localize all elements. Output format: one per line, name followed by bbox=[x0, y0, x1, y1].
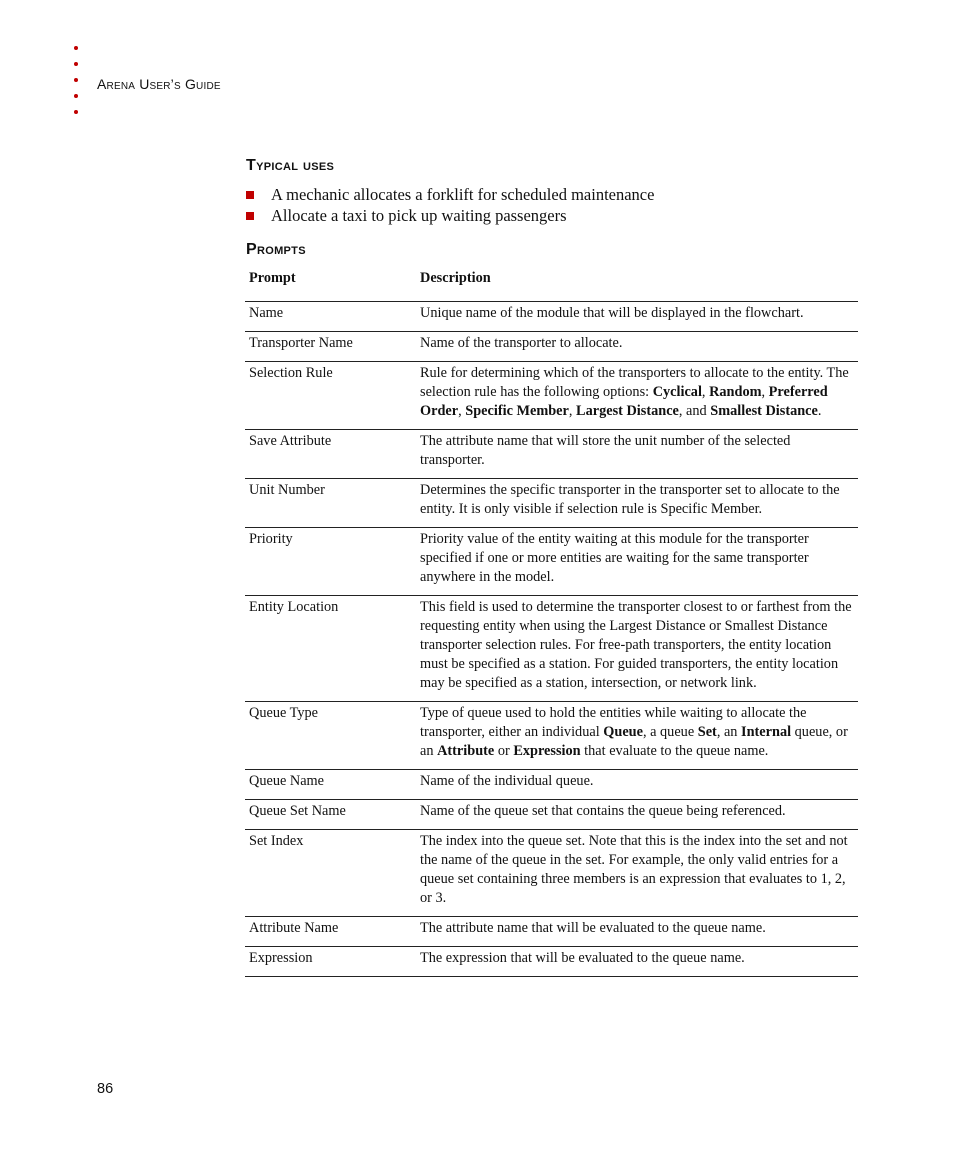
prompt-cell: Queue Type bbox=[245, 702, 416, 770]
option-name: Set bbox=[697, 724, 717, 740]
list-item bbox=[246, 205, 654, 226]
prompt-cell: Save Attribute bbox=[245, 430, 416, 479]
description-cell bbox=[416, 830, 858, 917]
option-name: Expression bbox=[513, 743, 581, 759]
table-row bbox=[245, 332, 858, 362]
description-text: that evaluate to the queue name. bbox=[580, 743, 769, 759]
description-cell bbox=[416, 596, 858, 702]
description-cell bbox=[416, 917, 858, 947]
option-name: Preferred Order bbox=[420, 384, 828, 419]
table-row bbox=[245, 702, 858, 770]
table-row bbox=[245, 917, 858, 947]
description-text: Rule for determining which of the transporters to allocate to the entity. The selection rule has the following options: bbox=[420, 365, 849, 400]
option-name: Attribute bbox=[437, 743, 495, 759]
option-name: Random bbox=[709, 384, 762, 400]
description-cell bbox=[416, 528, 858, 596]
square-bullet-icon bbox=[246, 212, 254, 220]
prompts-table bbox=[245, 266, 858, 977]
option-name: Largest Distance bbox=[576, 403, 679, 419]
description-text: , an bbox=[716, 724, 742, 740]
description-text: Name of the queue set that contains the queue being referenced. bbox=[420, 803, 786, 819]
description-text: , a queue bbox=[642, 724, 698, 740]
description-text: Type of queue used to hold the entities while waiting to allocate the transporter, either an individual bbox=[420, 705, 807, 740]
table-row bbox=[245, 479, 858, 528]
description-text: Priority value of the entity waiting at this module for the transporter specified if one or more entities are waiting for the same transporter anywhere in the model. bbox=[420, 531, 809, 585]
description-text: , bbox=[458, 403, 466, 419]
prompt-cell: Attribute Name bbox=[245, 917, 416, 947]
description-text: The attribute name that will be evaluated to the queue name. bbox=[420, 920, 766, 936]
description-text: or bbox=[494, 743, 514, 759]
description-cell bbox=[416, 479, 858, 528]
description-text: The attribute name that will store the unit number of the selected transporter. bbox=[420, 433, 791, 468]
table-row bbox=[245, 947, 858, 977]
running-head: Arena User’s Guide bbox=[97, 76, 221, 92]
prompt-cell: Name bbox=[245, 302, 416, 332]
description-cell bbox=[416, 947, 858, 977]
table-row bbox=[245, 800, 858, 830]
description-text: . bbox=[817, 403, 822, 419]
description-text: The expression that will be evaluated to the queue name. bbox=[420, 950, 745, 966]
description-cell bbox=[416, 332, 858, 362]
option-name: Specific Member bbox=[465, 403, 569, 419]
margin-dot bbox=[74, 78, 78, 82]
option-name: Cyclical bbox=[652, 384, 702, 400]
table-row bbox=[245, 362, 858, 430]
table-row bbox=[245, 430, 858, 479]
description-text: , bbox=[761, 384, 769, 400]
description-text: , and bbox=[678, 403, 711, 419]
column-header-prompt: Prompt bbox=[245, 266, 416, 302]
option-name: Smallest Distance bbox=[710, 403, 818, 419]
list-item-text: Allocate a taxi to pick up waiting passengers bbox=[271, 206, 567, 225]
table-row bbox=[245, 596, 858, 702]
typical-uses-list bbox=[246, 184, 654, 226]
description-text: Name of the individual queue. bbox=[420, 773, 594, 789]
description-text: , bbox=[568, 403, 577, 419]
list-item bbox=[246, 184, 654, 205]
margin-dot bbox=[74, 110, 78, 114]
description-text: Determines the specific transporter in the transporter set to allocate to the entity. It is only visible if selection rule is Specific Member. bbox=[420, 482, 840, 517]
column-header-description: Description bbox=[416, 266, 858, 302]
prompt-cell: Transporter Name bbox=[245, 332, 416, 362]
prompt-cell: Priority bbox=[245, 528, 416, 596]
square-bullet-icon bbox=[246, 191, 254, 199]
margin-dot bbox=[74, 62, 78, 66]
option-name: Internal bbox=[741, 724, 792, 740]
description-cell bbox=[416, 800, 858, 830]
prompt-cell: Queue Set Name bbox=[245, 800, 416, 830]
table-row bbox=[245, 528, 858, 596]
typical-uses-heading: Typical uses bbox=[246, 157, 335, 174]
page-number: 86 bbox=[97, 1081, 114, 1097]
list-item-text: A mechanic allocates a forklift for scheduled maintenance bbox=[271, 185, 655, 204]
prompt-cell: Set Index bbox=[245, 830, 416, 917]
description-text: , bbox=[701, 384, 710, 400]
description-cell bbox=[416, 702, 858, 770]
prompt-cell: Expression bbox=[245, 947, 416, 977]
description-text: queue, or an bbox=[420, 724, 848, 759]
description-cell bbox=[416, 302, 858, 332]
prompt-cell: Unit Number bbox=[245, 479, 416, 528]
table-row bbox=[245, 830, 858, 917]
description-text: This field is used to determine the transporter closest to or farthest from the requesting entity when using the Largest Distance or Smallest Distance transporter selection rules. For free-path transporters, the entity location must be specified as a station. For guided transporters, the entity location may be specified as a station, intersection, or network link. bbox=[420, 599, 852, 691]
table-row bbox=[245, 770, 858, 800]
prompts-heading: Prompts bbox=[246, 241, 306, 258]
description-cell bbox=[416, 362, 858, 430]
description-text: Name of the transporter to allocate. bbox=[420, 335, 623, 351]
table-row bbox=[245, 302, 858, 332]
prompt-cell: Queue Name bbox=[245, 770, 416, 800]
margin-dot bbox=[74, 94, 78, 98]
description-cell bbox=[416, 770, 858, 800]
table-header-row bbox=[245, 266, 858, 302]
description-text: Unique name of the module that will be displayed in the flowchart. bbox=[420, 305, 804, 321]
description-text: The index into the queue set. Note that this is the index into the set and not the name of the queue in the set. For example, the only valid entries for a queue set containing three members is an expression that evaluates to 1, 2, or 3. bbox=[420, 833, 848, 906]
margin-dot bbox=[74, 46, 78, 50]
prompt-cell: Selection Rule bbox=[245, 362, 416, 430]
description-cell bbox=[416, 430, 858, 479]
option-name: Queue bbox=[603, 724, 643, 740]
prompt-cell: Entity Location bbox=[245, 596, 416, 702]
